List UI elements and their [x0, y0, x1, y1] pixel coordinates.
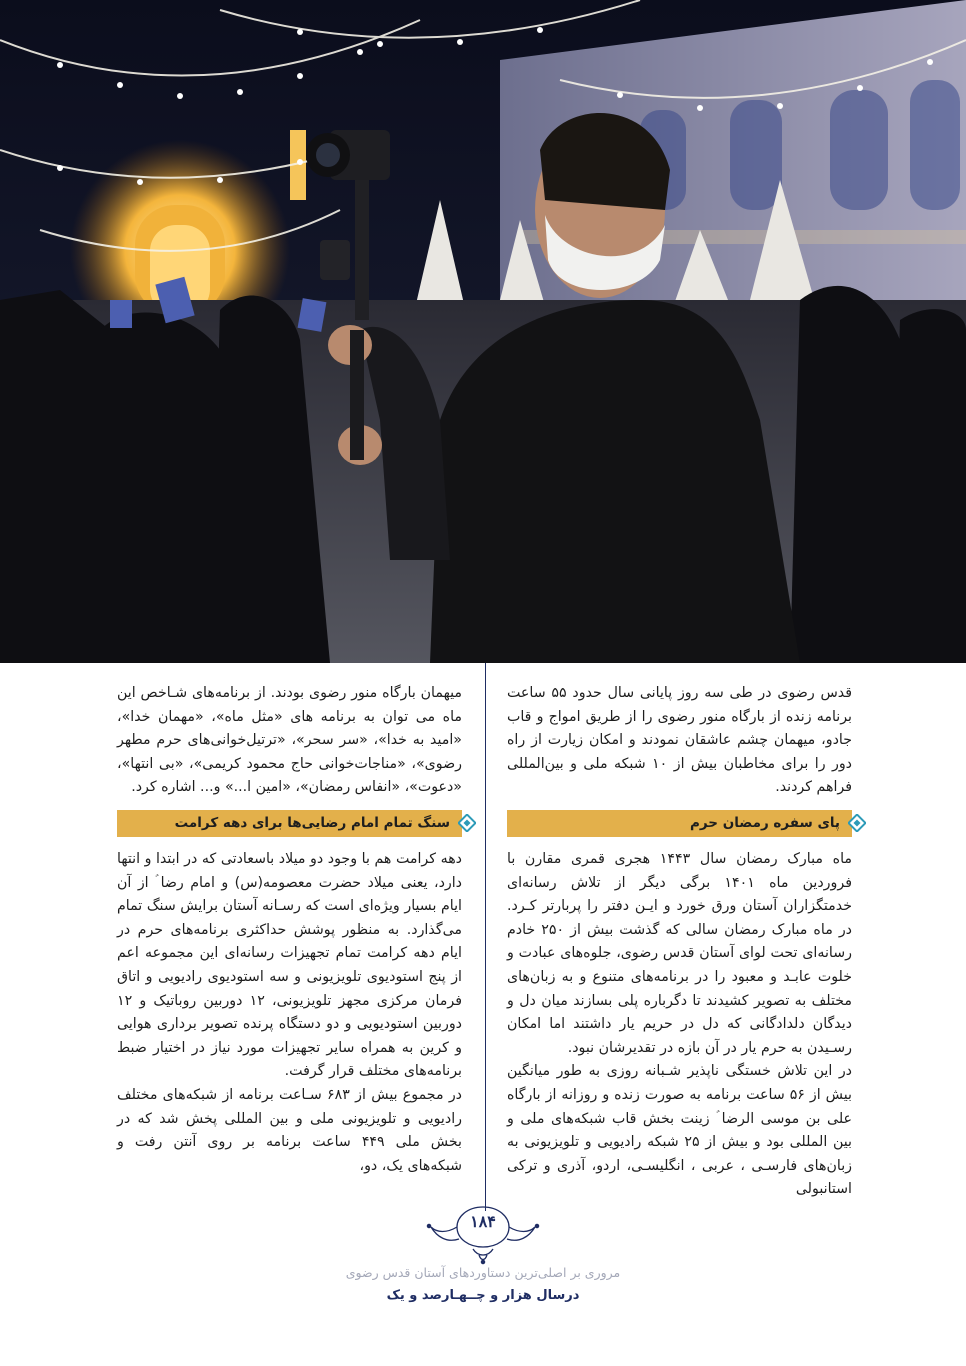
diamond-bullet-icon	[848, 814, 866, 832]
section-heading-text: سنگ تمام امام رضایی‌ها برای دهه کرامت	[174, 814, 450, 831]
left-column	[117, 682, 462, 1178]
diamond-bullet-icon	[458, 814, 476, 832]
right-paragraph-1: ماه مبارک رمضان سال ۱۴۴۳ هجری قمری مقارن با فروردین ماه ۱۴۰۱ برگی دیگر از تلاش رسانه‌ای خدمتگزاران آستان ورق خورد و ایـن دفتر را پربارتر کـرد. در ماه مبارک رمضان سالی که گذشت بیش از ۲۵۰ خادم رسانه‌ای تحت لوای آستان قدس رضوی، جلوه‌های عبادت و خلوت عابـد و معبود را در برنامه‌های متنوع و به زبان‌های مختلف به تصویر کشیدند تا دگرباره پلی بسازند میان دل و دیدگان دلدادگانی که دل در حریم یار داشتند اما امکان رسـیدن به حرم یار در آن بازه در تقدیرشان نبود.	[507, 850, 852, 1056]
section-heading-karamat	[117, 810, 462, 837]
footer-year-subtitle: درسال هزار و چــهـارصد و یک	[386, 1288, 580, 1303]
column-divider	[485, 663, 486, 1211]
left-paragraph-2: در مجموع بیش از ۶۸۳ سـاعت برنامه از شبکه‌های مختلف رادیویی و تلویزیونی ملی و بین المللی پخش شد که در بخش ملی ۴۴۹ ساعت برنامه بر روی آنتن رفت و شبکه‌های یک، دو،	[117, 1086, 462, 1174]
footer-series-title: مروری بر اصلی‌ترین دستاوردهای آستان قدس رضوی	[345, 1265, 621, 1280]
shrine-night-cameraman-photo	[0, 0, 966, 663]
left-paragraph-1: دهه کرامت هم با وجود دو میلاد باسعادتی که در ابتدا و انتها دارد، یعنی میلاد حضرت معصومه(س) و امام رضا ؑ از آن ایام بسیار ویژه‌ای است که رسـانه آستان برایش سنگ تمام می‌گذارد. به منظور پوشش حداکثری برنامه‌های حرم در ایام دهه کرامت تمام تجهیزات رسانه‌ای این مجموعه اعم از پنج استودیوی تلویزیونی و سه استودیوی رادیویی و اتاق فرمان مرکزی مجهز تلویزیونی، ۱۲ دوربین روباتیک و ۱۲ دوربین استودیویی و دو دستگاه پرنده تصویر برداری هوایی و کرین به همراه سایر تجهیزات مورد نیاز در اختیار ضبط برنامه‌های مختلف قرار گرفت.	[117, 850, 462, 1080]
right-paragraph-2: در این تلاش خستگی ناپذیر شـبانه روزی به طور میانگین بیش از ۵۶ ساعت برنامه به صورت زنده و روزانه از بارگاه علی بن موسی الرضا ؑ زینت بخش قاب شبکه‌های ملی و بین المللی بود و بیش از ۲۵ شبکه رادیویی و تلویزیونی به زبان‌های فارسـی ، عربی ، انگلیسـی، اردو، آذری و ترکی استانبولی	[507, 1063, 852, 1198]
section-heading-text: پای سفره رمضان حرم	[689, 814, 840, 831]
left-intro-paragraph: میهمان بارگاه منور رضوی بودند. از برنامه‌های شـاخص این ماه می توان به برنامه های «مثل ماه»، «مهمان خدا»، «امید به خدا»، «سر سحر»، «ترتیل‌خوانی‌های حرم مطهر رضوی»، «مناجات‌خوانی حاج محمود کریمی»، «بی انتها»، «دعوت»، «انفاس رمضان»، «امین ا...» و... اشاره کرد.	[117, 685, 462, 796]
page-number: ۱۸۴	[470, 1212, 496, 1231]
hero-photo	[0, 0, 966, 663]
right-column	[507, 682, 852, 1202]
section-heading-ramadan	[507, 810, 852, 837]
right-intro-paragraph: قدس رضوی در طی سه روز پایانی سال حدود ۵۵ ساعت برنامه زنده از بارگاه منور رضوی را از طریق امواج و قاب جادو، میهمان چشم عاشقان نمودند و امکان زیارت از راه دور را برای مخاطبان بیش از ۱۰ شبکه ملی و بین‌المللی فراهم کردند.	[507, 685, 853, 796]
